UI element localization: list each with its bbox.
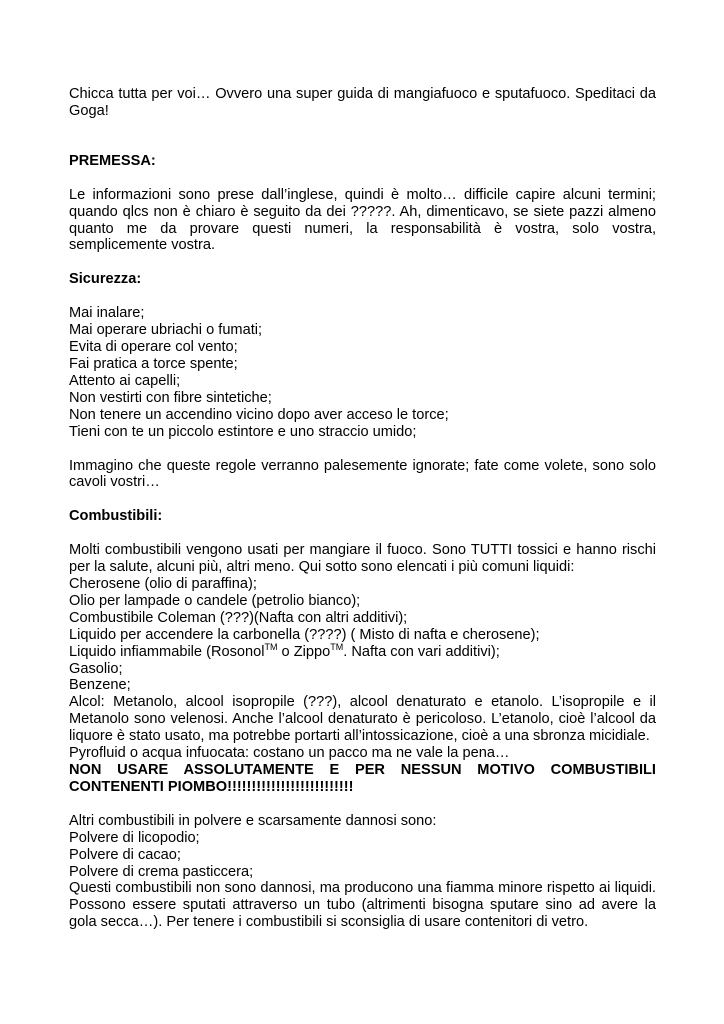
trademark-mark: TM	[264, 641, 278, 652]
fuel-item: Cherosene (olio di paraffina);	[69, 576, 257, 593]
sicurezza-note: Immagino che queste regole verranno palesemente ignorate; fate come volete, sono solo cavoli vostri…	[69, 457, 656, 491]
safety-rule: Tieni con te un piccolo estintore e uno straccio umido;	[69, 423, 417, 440]
fuel-item: Benzene;	[69, 677, 131, 694]
fuel-item: Liquido per accendere la carbonella (????) ( Misto di nafta e cherosene);	[69, 626, 540, 643]
pyrofluid-text: Pyrofluid o acqua infuocata: costano un pacco ma ne vale la pena…	[69, 745, 510, 762]
powder-intro: Altri combustibili in polvere e scarsamente dannosi sono:	[69, 812, 437, 829]
fuel-item-text: . Nafta con vari additivi);	[343, 643, 500, 660]
intro-text: Chicca tutta per voi… Ovvero una super guida di mangiafuoco e sputafuoco. Speditaci da Goga!	[69, 86, 656, 119]
lead-warning: NON USARE ASSOLUTAMENTE E PER NESSUN MOTIVO COMBUSTIBILI CONTENENTI PIOMBO!!!!!!!!!!!!!!!!!!!!!!!!!!	[69, 762, 656, 795]
safety-rule: Mai operare ubriachi o fumati;	[69, 322, 263, 339]
fuel-item-text: o Zippo	[277, 643, 331, 660]
alcol-text: Alcol: Metanolo, alcool isopropile (???), alcool denaturato e etanolo. L’isopropile e il Metanolo sono velenosi. Anche l’alcool denaturato è pericoloso. L’etanolo, cioè l’alcool da liquore è stato usato, ma potrebbe portarti all’intossicazione, cioè a una sbronza micidiale.	[69, 694, 656, 745]
safety-rule: Attento ai capelli;	[69, 372, 181, 389]
closing-text: Questi combustibili non sono dannosi, ma producono una fiamma minore rispetto ai liquidi. Possono essere sputati attraverso un tubo (altrimenti bisogna sputare sino ad avere la gola secca…). Per tenere i combustibili si sconsiglia di usare contenitori di vetro.	[69, 880, 656, 931]
premessa-text: Le informazioni sono prese dall’inglese, quindi è molto… difficile capire alcuni termini; quando qlcs non è chiaro è seguito da dei ?????. Ah, dimenticavo, se siete pazzi almeno quanto me da provare questi numeri, la responsabilità è vostra, solo vostra, semplicemente vostra.	[69, 186, 656, 254]
safety-rules-list	[69, 305, 656, 440]
powder-item: Polvere di crema pasticcera;	[69, 863, 254, 880]
combustibili-heading: Combustibili:	[69, 508, 163, 525]
safety-rule: Non vestirti con fibre sintetiche;	[69, 389, 272, 406]
powder-item: Polvere di licopodio;	[69, 829, 200, 846]
fuel-item: Combustibile Coleman (???)(Nafta con altri additivi);	[69, 609, 408, 626]
safety-rule: Evita di operare col vento;	[69, 339, 238, 356]
powder-fuels-list	[69, 830, 656, 881]
sicurezza-heading: Sicurezza:	[69, 271, 142, 288]
safety-rule: Fai pratica a torce spente;	[69, 355, 238, 372]
safety-rule: Mai inalare;	[69, 305, 145, 322]
liquid-fuels-list	[69, 576, 656, 694]
safety-rule: Non tenere un accendino vicino dopo aver acceso le torce;	[69, 406, 449, 423]
powder-item: Polvere di cacao;	[69, 846, 181, 863]
fuel-item-liquido	[69, 641, 656, 661]
trademark-mark: TM	[330, 641, 344, 652]
fuel-item: Gasolio;	[69, 660, 123, 677]
fuel-item-text: Liquido infiammabile (Rosonol	[69, 643, 265, 660]
fuel-item: Olio per lampade o candele (petrolio bianco);	[69, 592, 361, 609]
premessa-heading: PREMESSA:	[69, 152, 156, 169]
combustibili-intro: Molti combustibili vengono usati per mangiare il fuoco. Sono TUTTI tossici e hanno rischi per la salute, alcuni più, altri meno. Qui sotto sono elencati i più comuni liquidi:	[69, 542, 656, 576]
